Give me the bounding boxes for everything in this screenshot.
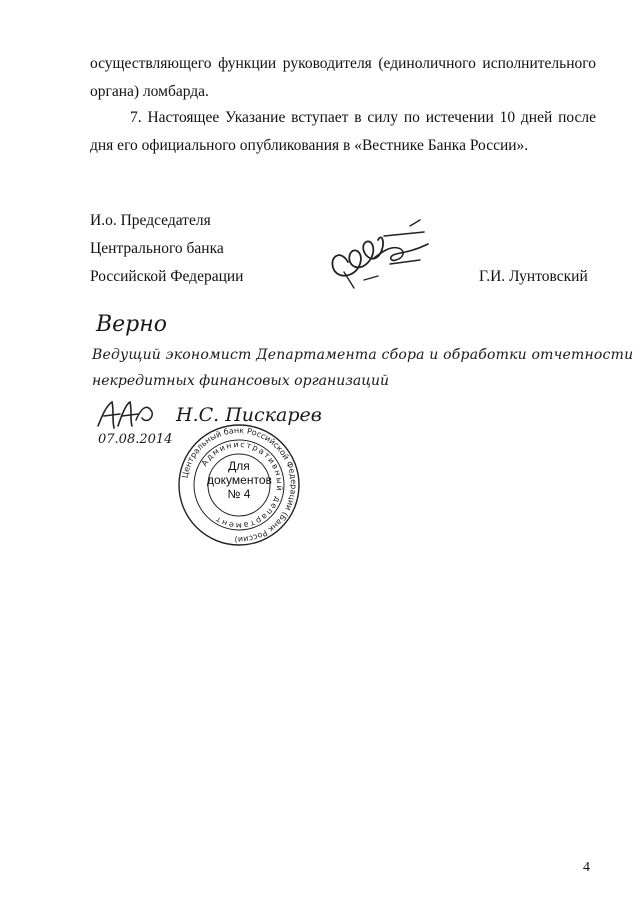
paragraph-7: 7. Настоящее Указание вступает в силу по истечении 10 дней после дня его официального опубликования в «Вестнике Банка России». — [90, 109, 596, 154]
page-number: 4 — [583, 860, 590, 875]
signatory-name: Г.И. Лунтовский — [479, 268, 588, 285]
certification-name: Н.С. Пискарев — [176, 404, 322, 426]
stamp-center-line1: Для — [228, 459, 250, 473]
certification-position-line1: Ведущий экономист Департамента сбора и обработки отчетности — [92, 347, 634, 363]
stamp-center-line2: документов — [207, 473, 272, 487]
handwritten-signature — [320, 218, 440, 298]
stamp-center-text — [207, 459, 271, 501]
certification-verno: Верно — [96, 312, 168, 337]
signatory-title-line3: Российской Федерации — [90, 268, 244, 285]
stamp-inner-ring-text: Административный департамент — [199, 439, 285, 531]
signatory-title-line2: Центрального банка — [90, 240, 224, 257]
signatory-title — [90, 207, 243, 291]
certification-position-line2: некредитных финансовых организаций — [92, 373, 390, 389]
certification-date: 07.08.2014 — [98, 432, 173, 447]
stamp-outer-ring-text: Центральный банк Российской Федерации (Банк России) — [180, 425, 299, 545]
paragraph-continuation: осуществляющего функции руководителя (единоличного исполнительного органа) ломбарда. — [90, 55, 596, 100]
signatory-title-line1: И.о. Председателя — [90, 212, 211, 229]
certifier-signature — [92, 396, 167, 434]
stamp-center-line3: № 4 — [227, 487, 251, 501]
